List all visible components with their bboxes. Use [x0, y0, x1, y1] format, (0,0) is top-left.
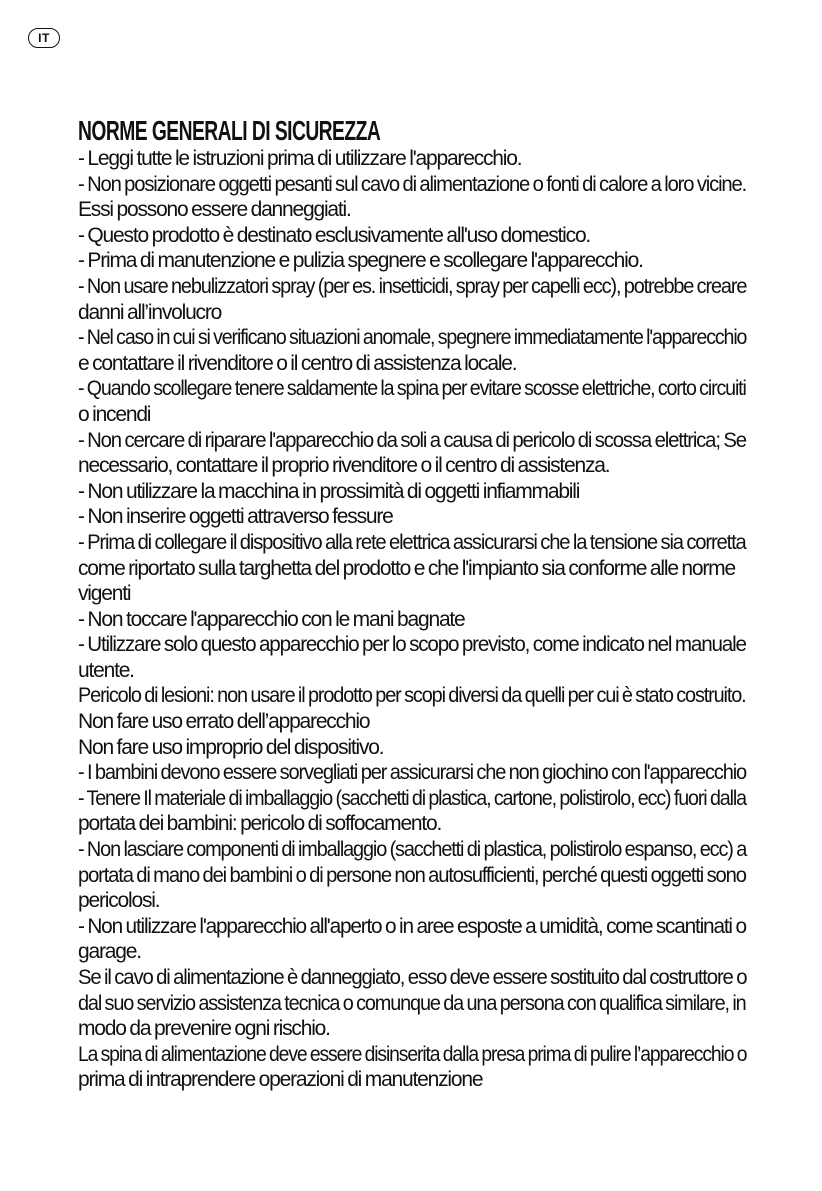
text-line: - Tenere Il materiale di imballaggio (sacchetti di plastica, cartone, polistirolo, ecc) fuori dalla — [78, 786, 746, 810]
text-line: Se il cavo di alimentazione è danneggiato, esso deve essere sostituito dal costruttore o — [78, 966, 747, 989]
text-line: garage. — [78, 940, 141, 964]
text-line: - Leggi tutte le istruzioni prima di utilizzare l'apparecchio. — [78, 147, 522, 170]
section-title: NORME GENERALI DI SICUREZZA — [78, 115, 381, 146]
text-line: modo da prevenire ogni rischio. — [78, 1017, 330, 1041]
text-line: - Non usare nebulizzatori spray (per es. insetticidi, spray per capelli ecc), potrebbe creare — [78, 274, 747, 298]
text-line: o incendi — [78, 402, 151, 426]
text-line: - Non lasciare componenti di imballaggio (sacchetti di plastica, polistirolo espanso, ecc) a — [78, 838, 747, 862]
text-line: - Quando scollegare tenere saldamente la spina per evitare scosse elettriche, corto circuiti — [78, 377, 746, 401]
text-line: vigenti — [78, 582, 131, 606]
text-line: - Utilizzare solo questo apparecchio per lo scopo previsto, come indicato nel manuale — [78, 633, 746, 657]
text-line: - Non cercare di riparare l'apparecchio da soli a causa di pericolo di scossa elettrica; Se — [78, 428, 746, 452]
text-line: Non fare uso errato dell’apparecchio — [78, 710, 370, 734]
text-line: e contattare il rivenditore o il centro di assistenza locale. — [78, 351, 517, 375]
text-line: - Prima di collegare il dispositivo alla rete elettrica assicurarsi che la tensione sia corretta — [78, 530, 746, 554]
text-line: danni all’involucro — [78, 300, 222, 324]
text-line: necessario, contattare il proprio rivenditore o il centro di assistenza. — [78, 454, 610, 478]
text-line: come riportato sulla targhetta del prodotto e che l'impianto sia conforme alle norme — [78, 556, 735, 580]
text-line: - Non utilizzare la macchina in prossimità di oggetti infiammabili — [78, 479, 580, 503]
text-line: pericolosi. — [78, 889, 160, 913]
text-line: La spina di alimentazione deve essere disinserita dalla presa prima di pulire l’apparecchio o — [78, 1042, 747, 1066]
text-line: - Non utilizzare l'apparecchio all'aperto o in aree esposte a umidità, come scantinati o — [78, 914, 746, 938]
language-badge: IT — [28, 28, 60, 48]
text-line: portata di mano dei bambini o di persone non autosufficienti, perché questi oggetti sono — [78, 863, 746, 887]
text-line: utente. — [78, 658, 134, 682]
text-line: portata dei bambini: pericolo di soffocamento. — [78, 812, 442, 836]
safety-section — [78, 116, 746, 1093]
text-line: Non fare uso improprio del dispositivo. — [78, 735, 384, 759]
text-line: prima di intraprendere operazioni di manutenzione — [78, 1068, 483, 1092]
text-line: Essi possono essere danneggiati. — [78, 198, 351, 222]
text-line: - Non toccare l'apparecchio con le mani bagnate — [78, 607, 465, 631]
text-line: - Nel caso in cui si verificano situazioni anomale, spegnere immediatamente l'apparecchio — [78, 326, 747, 350]
text-line: - Prima di manutenzione e pulizia spegnere e scollegare l'apparecchio. — [78, 249, 643, 273]
text-line: - Non inserire oggetti attraverso fessure — [78, 505, 393, 529]
text-line: - I bambini devono essere sorvegliati per assicurarsi che non giochino con l'apparecchio — [78, 761, 747, 785]
text-line: - Non posizionare oggetti pesanti sul cavo di alimentazione o fonti di calore a loro vicine. — [78, 172, 747, 196]
text-line: Pericolo di lesioni: non usare il prodotto per scopi diversi da quelli per cui è stato costruito. — [78, 684, 746, 708]
text-line: - Questo prodotto è destinato esclusivamente all'uso domestico. — [78, 223, 591, 247]
text-line: dal suo servizio assistenza tecnica o comunque da una persona con qualifica similare, in — [78, 991, 746, 1015]
safety-text — [78, 146, 746, 1093]
